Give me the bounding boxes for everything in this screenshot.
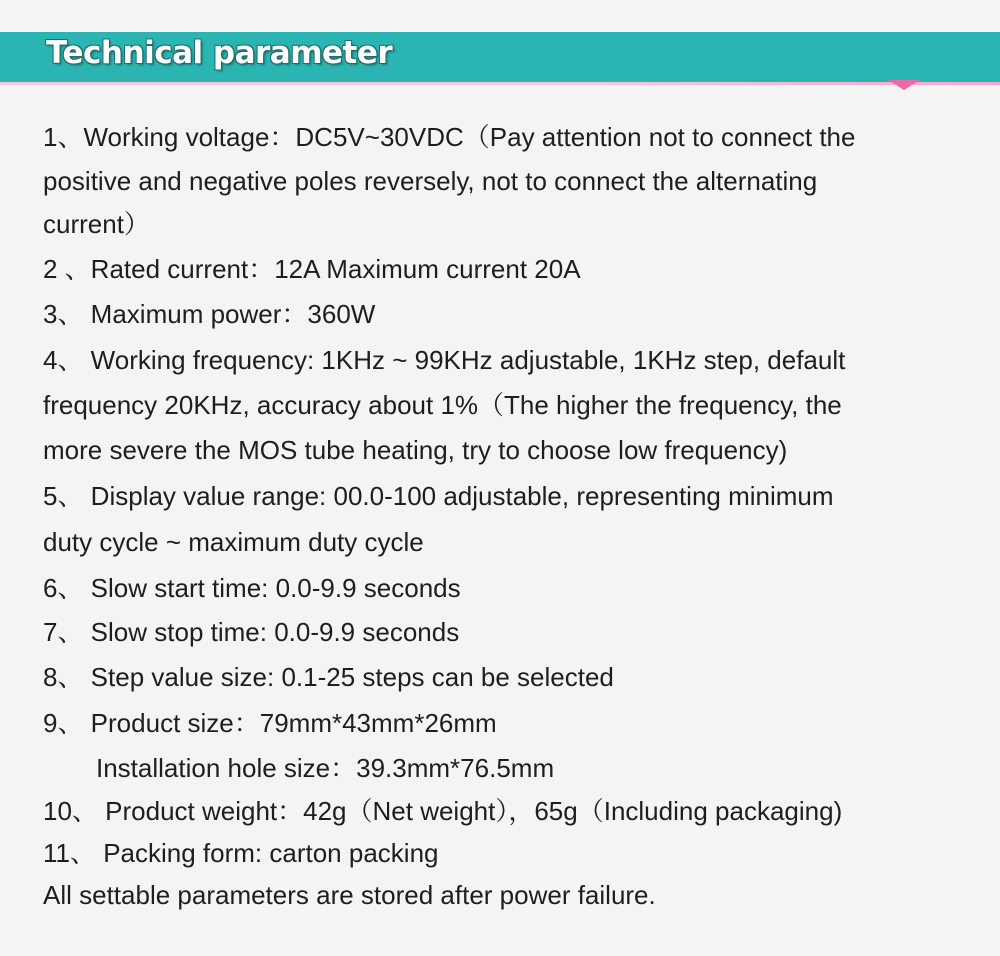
spec-line-6: 6、 Slow start time: 0.0-9.9 seconds (43, 573, 461, 603)
header-notch-marker (888, 80, 920, 90)
spec-line-4-cont-b: more severe the MOS tube heating, try to choose low frequency) (43, 435, 788, 465)
spec-line-4: 4、 Working frequency: 1KHz ~ 99KHz adjustable, 1KHz step, default (43, 345, 846, 375)
spec-line-7: 7、 Slow stop time: 0.0-9.9 seconds (43, 617, 460, 647)
spec-line-8: 8、 Step value size: 0.1-25 steps can be selected (43, 662, 614, 692)
spec-line-5: 5、 Display value range: 00.0-100 adjustable, representing minimum (43, 481, 834, 511)
spec-line-5-cont: duty cycle ~ maximum duty cycle (43, 527, 424, 557)
spec-line-1-cont-a: positive and negative poles reversely, not to connect the alternating (43, 166, 818, 196)
spec-line-4-cont-a: frequency 20KHz, accuracy about 1%（The higher the frequency, the (43, 390, 842, 420)
section-title: Technical parameter (46, 35, 393, 71)
spec-line-10: 10、 Product weight：42g（Net weight），65g（Including packaging) (43, 796, 843, 826)
spec-line-11: 11、 Packing form: carton packing (43, 838, 439, 868)
spec-line-9: 9、 Product size：79mm*43mm*26mm (43, 708, 497, 738)
spec-line-9-cont: Installation hole size：39.3mm*76.5mm (96, 753, 555, 783)
header-accent-stripe (0, 82, 1000, 85)
spec-footer-note: All settable parameters are stored after power failure. (43, 880, 656, 910)
spec-line-1: 1、Working voltage：DC5V~30VDC（Pay attention not to connect the (43, 122, 856, 152)
spec-line-3: 3、 Maximum power：360W (43, 299, 376, 329)
spec-line-2: 2 、Rated current：12A Maximum current 20A (43, 254, 581, 284)
spec-line-1-cont-b: current） (43, 209, 150, 239)
